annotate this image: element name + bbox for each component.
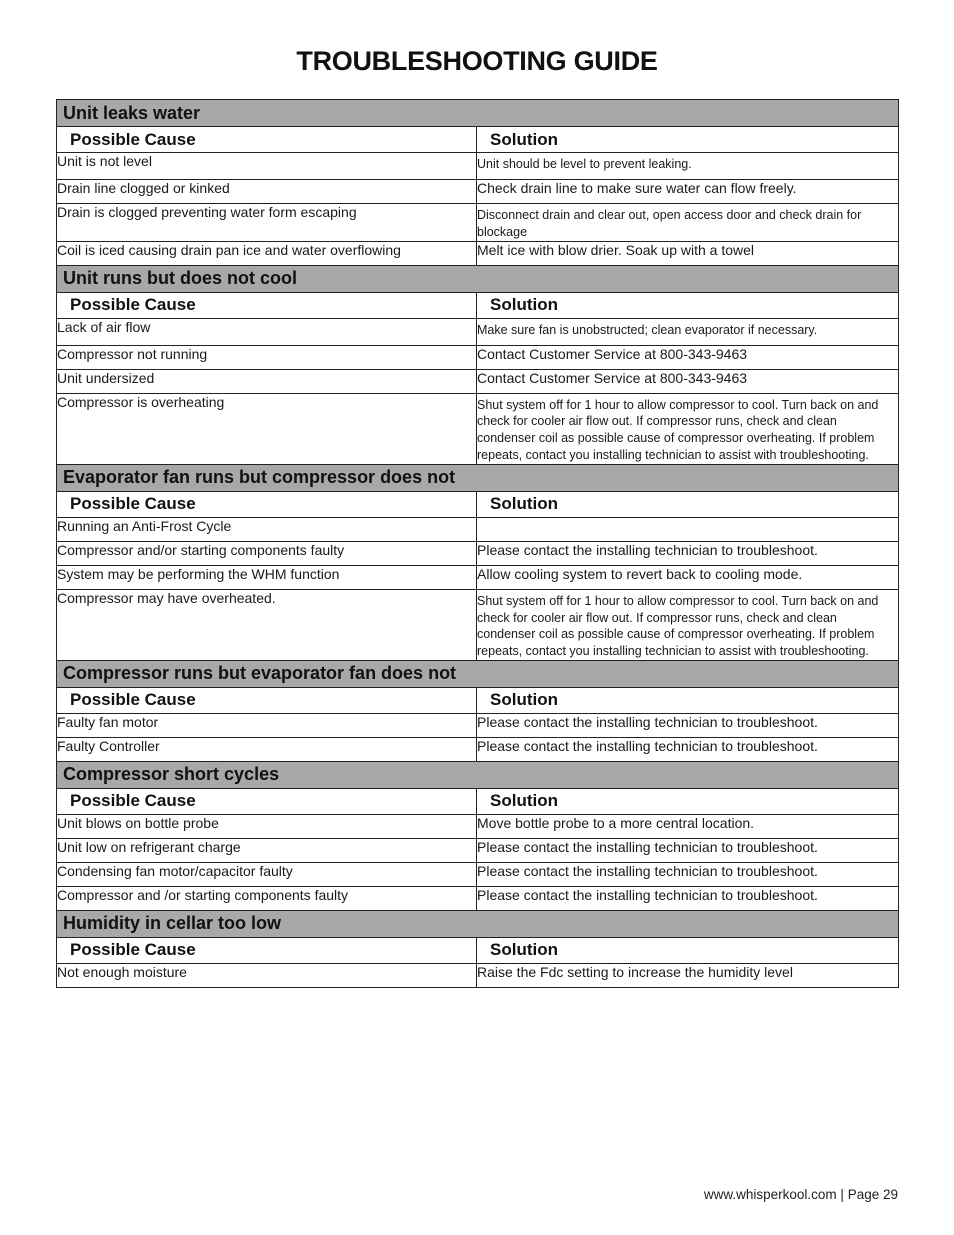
column-header-row [57,788,899,814]
solution-cell: Shut system off for 1 hour to allow compressor to cool. Turn back on and check for cooler air flow out. If compressor runs, check and clean condenser coil as possible cause of compressor overheating. If problem repeats, contact you installing technician to assist with troubleshooting. [477,589,899,660]
cause-cell: Drain line clogged or kinked [57,180,477,204]
section-heading: Unit runs but does not cool [57,265,899,292]
cause-column-header: Possible Cause [57,687,477,713]
cause-cell: Drain is clogged preventing water form escaping [57,204,477,242]
table-row [57,153,899,180]
section-heading-row [57,100,899,127]
solution-column-header: Solution [477,292,899,318]
section-heading: Unit leaks water [57,100,899,127]
section-heading-row [57,910,899,937]
section-heading-row [57,660,899,687]
table-row [57,589,899,660]
table-row [57,963,899,987]
solution-cell: Please contact the installing technician to troubleshoot. [477,862,899,886]
table-row [57,814,899,838]
solution-cell: Check drain line to make sure water can flow freely. [477,180,899,204]
table-row [57,862,899,886]
solution-cell: Disconnect drain and clear out, open access door and check drain for blockage [477,204,899,242]
table-row [57,318,899,345]
solution-cell: Please contact the installing technician to troubleshoot. [477,541,899,565]
column-header-row [57,292,899,318]
section-heading-row [57,265,899,292]
cause-cell: Unit is not level [57,153,477,180]
cause-column-header: Possible Cause [57,292,477,318]
cause-cell: Compressor is overheating [57,393,477,464]
solution-cell: Unit should be level to prevent leaking. [477,153,899,180]
solution-cell: Make sure fan is unobstructed; clean evaporator if necessary. [477,318,899,345]
table-row [57,393,899,464]
cause-cell: Running an Anti-Frost Cycle [57,517,477,541]
cause-cell: Compressor and/or starting components faulty [57,541,477,565]
solution-column-header: Solution [477,127,899,153]
table-row [57,565,899,589]
cause-cell: Unit undersized [57,369,477,393]
cause-cell: Unit blows on bottle probe [57,814,477,838]
table-row [57,737,899,761]
table-row [57,541,899,565]
table-row [57,713,899,737]
table-row [57,180,899,204]
solution-cell: Contact Customer Service at 800-343-9463 [477,345,899,369]
column-header-row [57,491,899,517]
section-heading-row [57,761,899,788]
solution-column-header: Solution [477,788,899,814]
troubleshooting-table [56,99,899,988]
section-heading: Compressor runs but evaporator fan does not [57,660,899,687]
cause-cell: Condensing fan motor/capacitor faulty [57,862,477,886]
section-heading: Humidity in cellar too low [57,910,899,937]
cause-column-header: Possible Cause [57,127,477,153]
solution-cell: Contact Customer Service at 800-343-9463 [477,369,899,393]
cause-cell: Compressor may have overheated. [57,589,477,660]
solution-column-header: Solution [477,491,899,517]
solution-column-header: Solution [477,687,899,713]
solution-cell: Please contact the installing technician to troubleshoot. [477,737,899,761]
section-heading-row [57,464,899,491]
table-row [57,204,899,242]
page-title: TROUBLESHOOTING GUIDE [296,46,658,76]
cause-column-header: Possible Cause [57,937,477,963]
cause-cell: Lack of air flow [57,318,477,345]
table-row [57,886,899,910]
table-row [57,345,899,369]
solution-column-header: Solution [477,937,899,963]
solution-cell: Please contact the installing technician to troubleshoot. [477,838,899,862]
column-header-row [57,127,899,153]
solution-cell: Melt ice with blow drier. Soak up with a towel [477,241,899,265]
page-footer: www.whisperkool.com | Page 29 [703,1187,898,1202]
cause-column-header: Possible Cause [57,788,477,814]
column-header-row [57,687,899,713]
table-row [57,369,899,393]
cause-cell: Not enough moisture [57,963,477,987]
column-header-row [57,937,899,963]
cause-cell: Unit low on refrigerant charge [57,838,477,862]
solution-cell: Allow cooling system to revert back to cooling mode. [477,565,899,589]
table-row [57,517,899,541]
cause-cell: Coil is iced causing drain pan ice and water overflowing [57,241,477,265]
solution-cell: Shut system off for 1 hour to allow compressor to cool. Turn back on and check for cooler air flow out. If compressor runs, check and clean condenser coil as possible cause of compressor overheating. If problem repeats, contact you installing technician to assist with troubleshooting. [477,393,899,464]
section-heading: Evaporator fan runs but compressor does not [57,464,899,491]
cause-cell: Compressor not running [57,345,477,369]
solution-cell: Please contact the installing technician to troubleshoot. [477,886,899,910]
cause-cell: Compressor and /or starting components faulty [57,886,477,910]
cause-column-header: Possible Cause [57,491,477,517]
cause-cell: System may be performing the WHM function [57,565,477,589]
solution-cell [477,517,899,541]
solution-cell: Move bottle probe to a more central location. [477,814,899,838]
cause-cell: Faulty Controller [57,737,477,761]
table-row [57,241,899,265]
cause-cell: Faulty fan motor [57,713,477,737]
solution-cell: Raise the Fdc setting to increase the humidity level [477,963,899,987]
solution-cell: Please contact the installing technician to troubleshoot. [477,713,899,737]
table-row [57,838,899,862]
section-heading: Compressor short cycles [57,761,899,788]
